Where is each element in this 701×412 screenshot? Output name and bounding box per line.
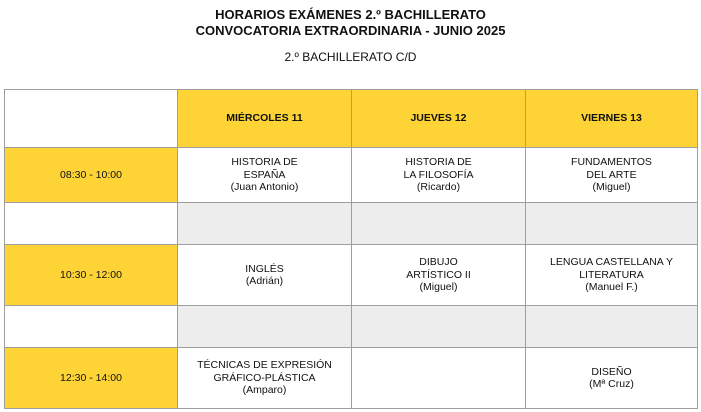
exam-line: HISTORIA DE — [231, 156, 298, 169]
exam-line: GRÁFICO-PLÁSTICA — [213, 371, 316, 384]
exam-cell — [352, 245, 526, 306]
exam-cell — [178, 245, 352, 306]
separator-cell — [178, 203, 352, 245]
separator-cell — [526, 203, 698, 245]
exam-line: LA FILOSOFÍA — [403, 168, 474, 181]
exam-line: LITERATURA — [579, 268, 644, 281]
exam-line: DEL ARTE — [586, 168, 637, 181]
separator-cell — [526, 306, 698, 348]
separator-row — [5, 306, 698, 348]
exam-teacher: (Ricardo) — [416, 181, 461, 194]
separator-row — [5, 203, 698, 245]
separator-cell — [352, 306, 526, 348]
exam-teacher: (Juan Antonio) — [230, 181, 299, 194]
table-header-row — [5, 90, 698, 148]
exam-cell — [526, 348, 698, 409]
exam-line: FUNDAMENTOS — [571, 156, 652, 169]
page-title-line2: CONVOCATORIA EXTRAORDINARIA - JUNIO 2025 — [195, 23, 506, 38]
exam-line: ESPAÑA — [243, 168, 286, 181]
day-header: MIÉRCOLES 11 — [178, 90, 352, 148]
day-header: JUEVES 12 — [352, 90, 526, 148]
exam-line: LENGUA CASTELLANA Y — [550, 256, 673, 269]
time-slot-cell: 08:30 - 10:00 — [5, 148, 178, 203]
exam-teacher: (Adrián) — [245, 275, 284, 287]
exam-cell — [178, 348, 352, 409]
exam-teacher: (Mª Cruz) — [589, 378, 634, 390]
exam-line: TÉCNICAS DE EXPRESIÓN — [197, 359, 332, 372]
exam-line: ARTÍSTICO II — [406, 268, 471, 281]
separator-cell — [5, 203, 178, 245]
exam-teacher: (Manuel F.) — [585, 281, 638, 294]
exam-teacher: (Miguel) — [592, 181, 631, 194]
exam-cell — [352, 148, 526, 203]
time-slot-cell: 10:30 - 12:00 — [5, 245, 178, 306]
corner-cell — [5, 90, 178, 148]
exam-cell — [526, 245, 698, 306]
time-slot-cell: 12:30 - 14:00 — [5, 348, 178, 409]
exam-cell — [526, 148, 698, 203]
exam-teacher: (Amparo) — [242, 384, 287, 397]
exam-line: DIBUJO — [419, 256, 458, 269]
separator-cell — [352, 203, 526, 245]
page-subtitle: 2.º BACHILLERATO C/D — [284, 50, 417, 64]
table-row — [5, 148, 698, 203]
day-header: VIERNES 13 — [526, 90, 698, 148]
exam-schedule-table — [4, 89, 698, 409]
separator-cell — [178, 306, 352, 348]
exam-cell — [178, 148, 352, 203]
page-title-line1: HORARIOS EXÁMENES 2.º BACHILLERATO — [215, 7, 486, 22]
exam-line: HISTORIA DE — [405, 156, 472, 169]
exam-line: INGLÉS — [245, 262, 284, 275]
exam-line: DISEÑO — [591, 365, 632, 378]
exam-teacher: (Miguel) — [419, 281, 458, 294]
table-row — [5, 348, 698, 409]
separator-cell — [5, 306, 178, 348]
table-row — [5, 245, 698, 306]
empty-exam-cell — [352, 348, 526, 409]
